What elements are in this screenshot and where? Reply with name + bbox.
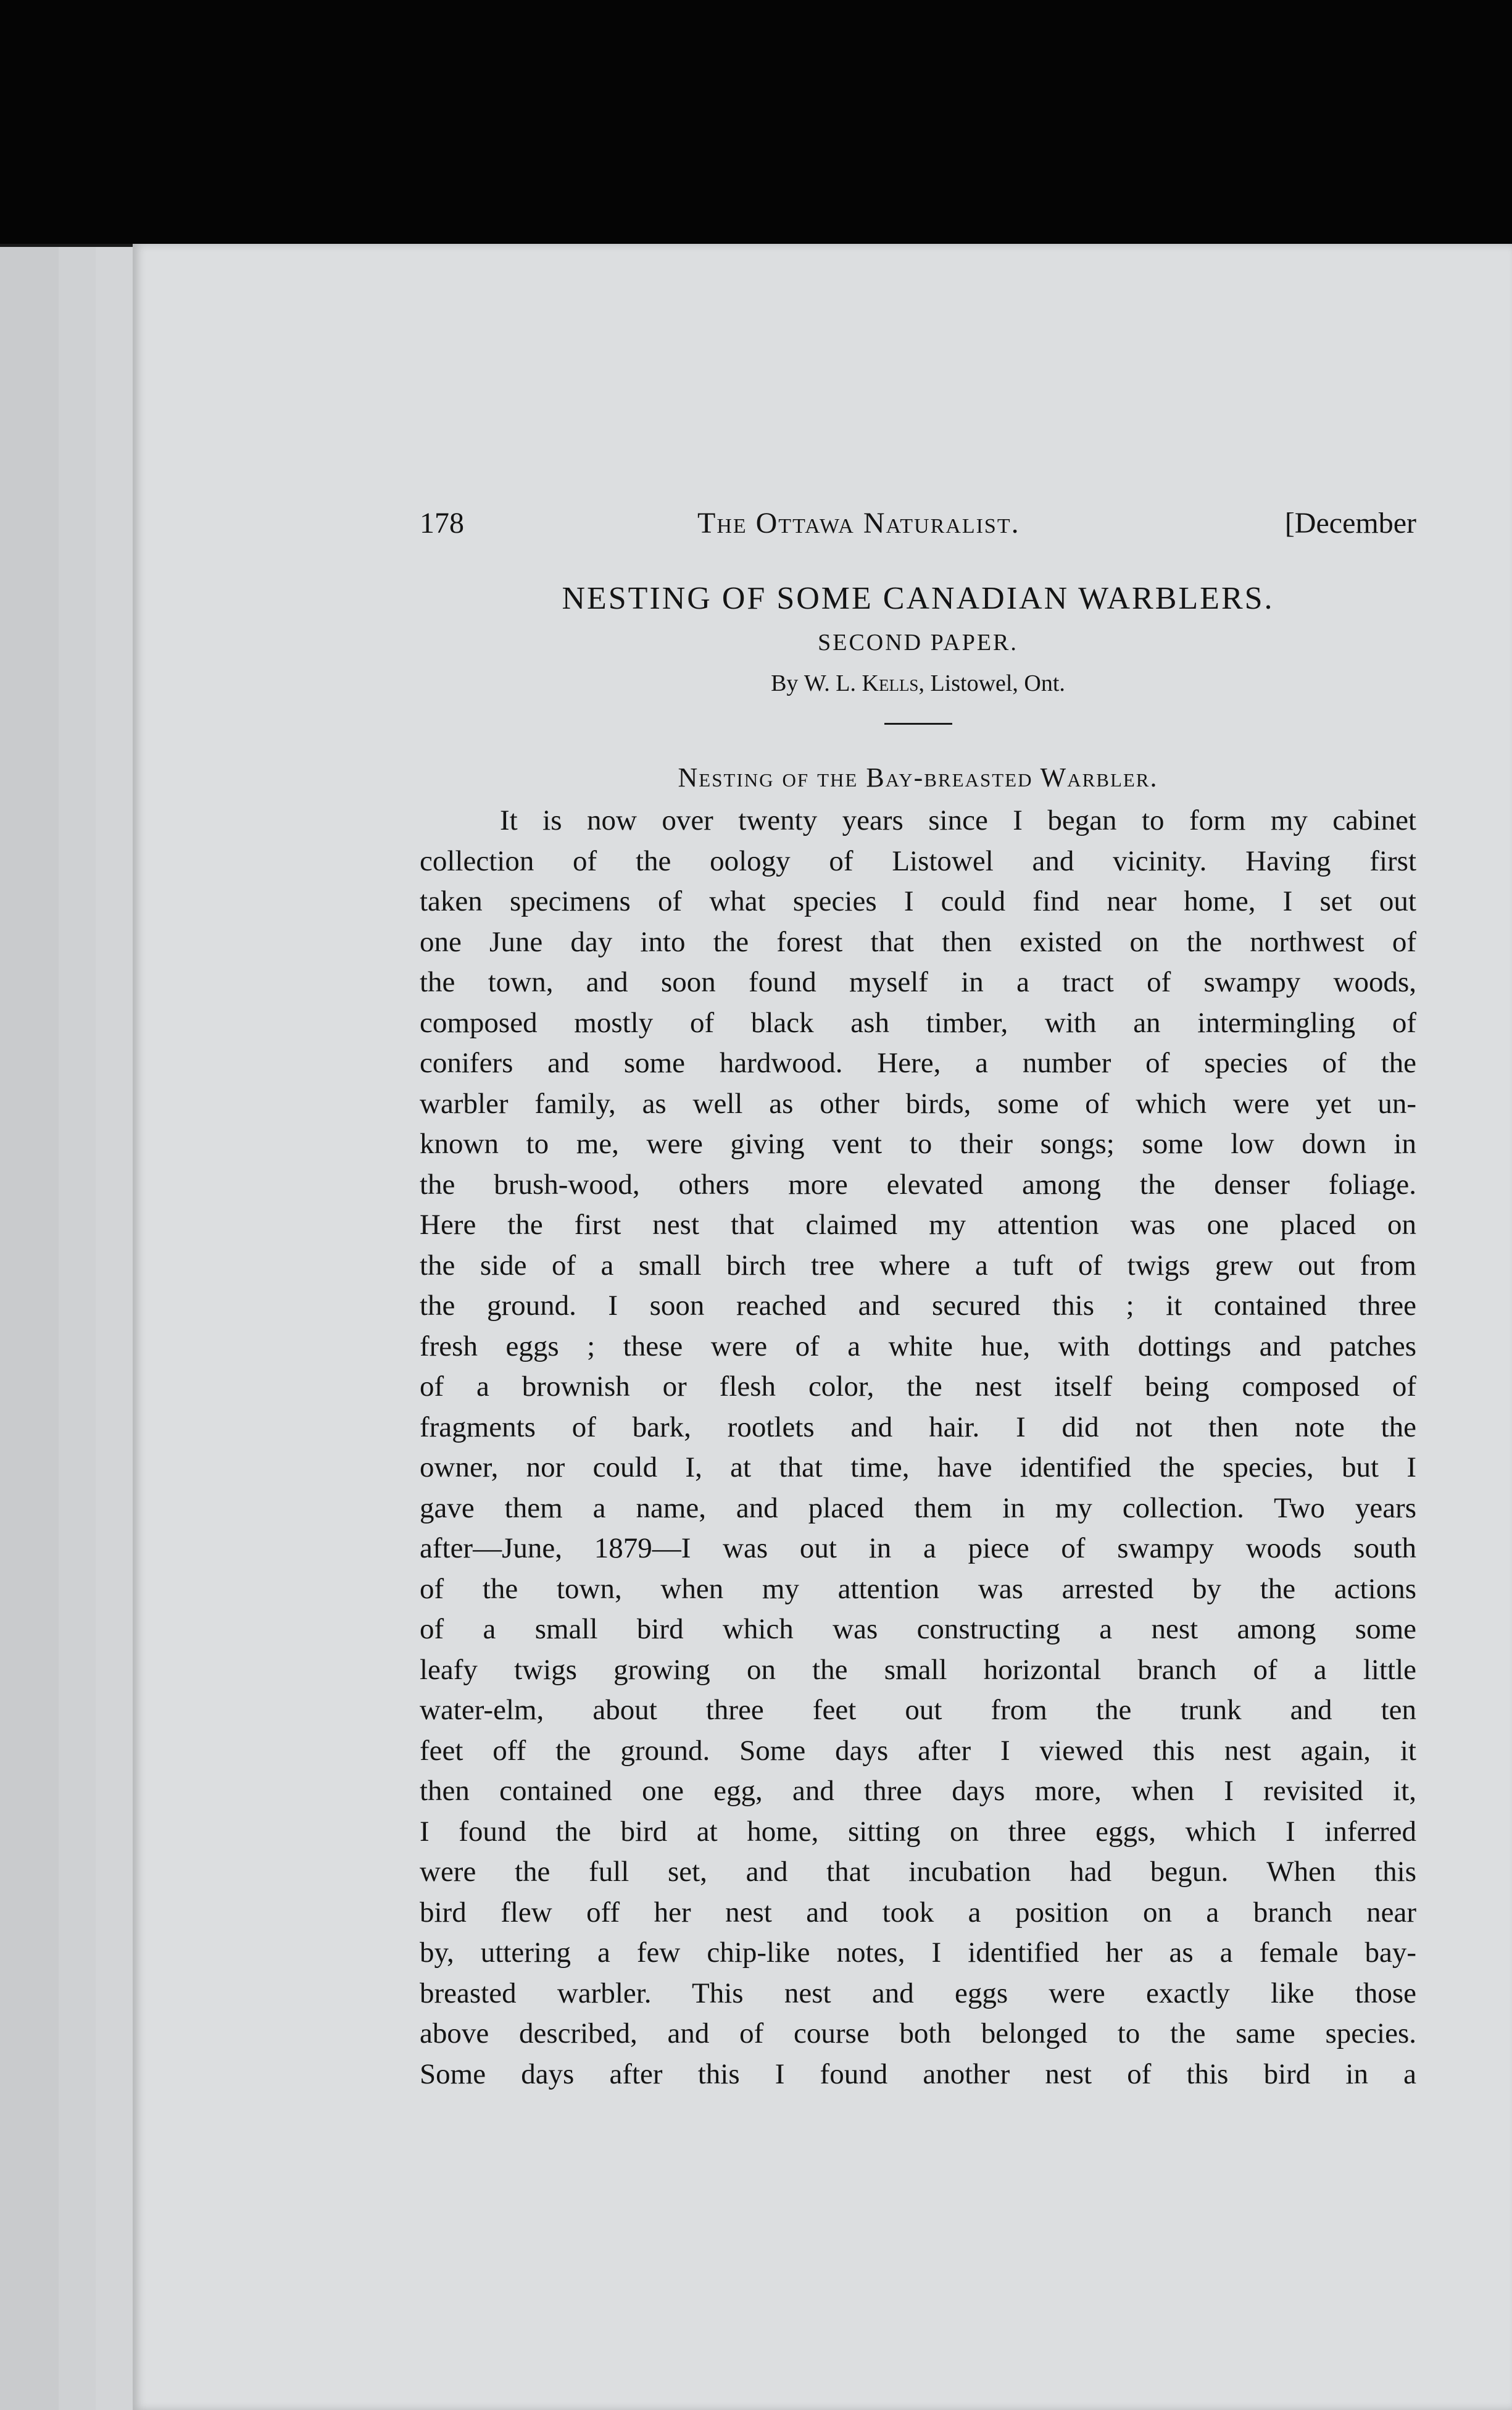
body-line: the town, and soon found myself in a tract of swampy woods, bbox=[420, 966, 1416, 998]
body-line: I found the bird at home, sitting on three eggs, which I inferred bbox=[420, 1815, 1416, 1848]
divider-rule bbox=[884, 723, 952, 725]
body-line: after—June, 1879—I was out in a piece of swampy woods south bbox=[420, 1532, 1416, 1564]
journal-title: The Ottawa Naturalist. bbox=[697, 507, 1020, 540]
byline-prefix: By bbox=[771, 670, 799, 696]
body-line: by, uttering a few chip-like notes, I identified her as a female bay- bbox=[420, 1937, 1416, 1969]
article-title: NESTING OF SOME CANADIAN WARBLERS. bbox=[562, 581, 1274, 616]
body-line: fragments of bark, rootlets and hair. I did not then note the bbox=[420, 1411, 1416, 1443]
byline bbox=[420, 670, 1416, 697]
author-location: Listowel, Ont. bbox=[930, 670, 1065, 696]
page-edge-2 bbox=[59, 247, 97, 2410]
body-line: water-elm, about three feet out from the trunk and ten bbox=[420, 1694, 1416, 1726]
body-line: taken specimens of what species I could find near home, I set out bbox=[420, 885, 1416, 917]
body-line: of a brownish or flesh color, the nest itself being composed of bbox=[420, 1370, 1416, 1403]
page-edge-3 bbox=[96, 247, 134, 2410]
running-head bbox=[420, 506, 1416, 549]
body-line: It is now over twenty years since I began to form my cabinet bbox=[500, 804, 1416, 836]
body-line: leafy twigs growing on the small horizontal branch of a little bbox=[420, 1653, 1416, 1686]
body-line: then contained one egg, and three days more, when I revisited it, bbox=[420, 1775, 1416, 1807]
article-subtitle: SECOND PAPER. bbox=[818, 630, 1018, 656]
body-line: feet off the ground. Some days after I viewed this nest again, it bbox=[420, 1734, 1416, 1767]
body-line: of a small bird which was constructing a nest among some bbox=[420, 1613, 1416, 1645]
page-number: 178 bbox=[420, 507, 464, 540]
section-heading: Nesting of the Bay-breasted Warbler. bbox=[678, 762, 1158, 793]
author-name: W. L. Kells, bbox=[804, 670, 924, 696]
body-line: gave them a name, and placed them in my collection. Two years bbox=[420, 1491, 1416, 1524]
body-line: above described, and of course both belonged to the same species. bbox=[420, 2017, 1416, 2049]
body-line: fresh eggs ; these were of a white hue, with dottings and patches bbox=[420, 1330, 1416, 1362]
page-content bbox=[420, 506, 1416, 2095]
body-line: known to me, were giving vent to their songs; some low down in bbox=[420, 1128, 1416, 1160]
body-line: one June day into the forest that then existed on the northwest of bbox=[420, 925, 1416, 958]
body-line: bird flew off her nest and took a position on a branch near bbox=[420, 1896, 1416, 1928]
body-line: owner, nor could I, at that time, have identified the species, but I bbox=[420, 1451, 1416, 1483]
body-line: warbler family, as well as other birds, some of which were yet un- bbox=[420, 1087, 1416, 1120]
body-line: were the full set, and that incubation had begun. When this bbox=[420, 1856, 1416, 1888]
scan-background-top bbox=[0, 0, 1512, 244]
body-line: Some days after this I found another nest of this bird in a bbox=[420, 2058, 1416, 2090]
body-line: collection of the oology of Listowel and vicinity. Having first bbox=[420, 844, 1416, 877]
body-line: Here the first nest that claimed my attention was one placed on bbox=[420, 1209, 1416, 1241]
body-line: conifers and some hardwood. Here, a number of species of the bbox=[420, 1047, 1416, 1079]
issue-month: [December bbox=[1284, 507, 1416, 540]
page-edge-1 bbox=[0, 247, 60, 2410]
body-line: the brush-wood, others more elevated among the denser foliage. bbox=[420, 1168, 1416, 1201]
body-line: of the town, when my attention was arrested by the actions bbox=[420, 1572, 1416, 1605]
body-line: composed mostly of black ash timber, with an intermingling of bbox=[420, 1006, 1416, 1039]
article-body bbox=[420, 801, 1416, 2095]
body-line: breasted warbler. This nest and eggs were exactly like those bbox=[420, 1977, 1416, 2009]
body-line: the ground. I soon reached and secured this ; it contained three bbox=[420, 1290, 1416, 1322]
body-line: the side of a small birch tree where a tuft of twigs grew out from bbox=[420, 1249, 1416, 1282]
